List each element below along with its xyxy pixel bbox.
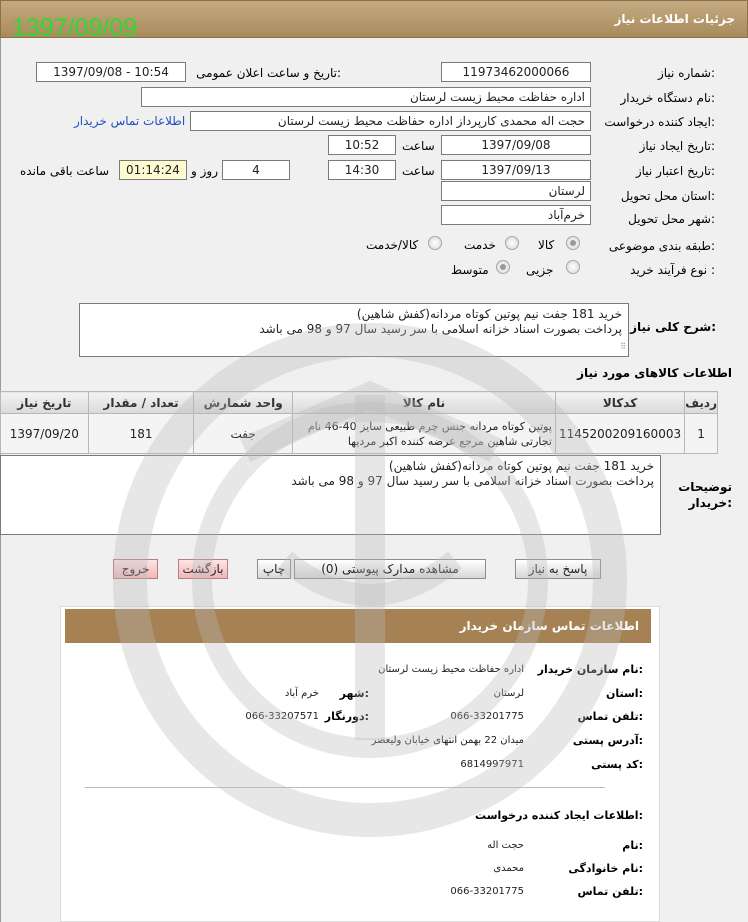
buyer-notes-text[interactable] (0, 455, 661, 535)
goods-section-title: اطلاعات کالاهای مورد نیاز (577, 366, 732, 380)
description-line-2: پرداخت بصورت اسناد خزانه اسلامی با سر رسید سال 97 و 98 می باشد (259, 322, 622, 336)
item-name-line-2: تجارتی شاهین مرجع عرضه کننده اکبر مردیها (347, 434, 552, 448)
announce-label: تاریخ و ساعت اعلان عمومی: (196, 66, 341, 80)
category-label: طبقه بندی موضوعی: (608, 239, 715, 253)
remaining-label: ساعت باقی مانده (20, 164, 110, 178)
category-option-goods: کالا (538, 238, 555, 252)
created-date-label: تاریخ ایجاد نیاز: (639, 139, 715, 153)
buyer-notes-label-2: خریدار: (688, 496, 732, 510)
exit-button[interactable]: خروج (113, 559, 158, 579)
contact-phone-label: تلفن تماس: (577, 710, 643, 723)
contact-province-value: لرستان (493, 688, 524, 699)
category-radio-service[interactable] (505, 236, 519, 250)
contact-fax-value: 066-33207571 (245, 711, 319, 722)
days-field[interactable]: 4 (222, 160, 290, 180)
creator-first-name-label: نام: (622, 839, 643, 852)
category-radio-both[interactable] (428, 236, 442, 250)
need-number-label: شماره نیاز: (657, 66, 715, 80)
category-option-service: خدمت (464, 238, 496, 252)
contact-card-title: اطلاعات تماس سازمان خریدار (459, 619, 639, 633)
purchase-option-minor: جزیی (526, 263, 554, 277)
created-time-field[interactable]: 10:52 (328, 135, 396, 155)
col-unit: واحد شمارش (194, 392, 292, 414)
city-field[interactable]: خرم‌آباد (441, 205, 591, 225)
cell-need-date: 1397/09/20 (1, 414, 89, 454)
attachments-button[interactable]: مشاهده مدارک پیوستی (0) (294, 559, 486, 579)
days-label: روز و (191, 164, 218, 178)
category-option-both: کالا/خدمت (366, 238, 419, 252)
description-label: شرح کلی نیاز: (630, 320, 716, 334)
print-button[interactable]: چاپ (257, 559, 291, 579)
cell-row: 1 (685, 414, 718, 454)
validity-label: تاریخ اعتبار نیاز: (635, 164, 715, 178)
announce-field[interactable]: 1397/09/08 - 10:54 (36, 62, 186, 82)
contact-address-value: میدان 22 بهمن انتهای خیابان ولیعصر (371, 735, 524, 746)
buyer-notes-label-1: توضیحات (678, 480, 732, 494)
contact-city-label: شهر: (339, 687, 369, 700)
buyer-contact-card (60, 606, 660, 922)
buyer-notes-line-2: پرداخت بصورت اسناد خزانه اسلامی با سر رسید سال 97 و 98 می باشد (291, 474, 654, 488)
creator-last-name-label: نام خانوادگی: (568, 862, 643, 875)
contact-address-label: آدرس پستی: (572, 734, 643, 747)
contact-org-value: اداره حفاظت محیط زیست لرستان (378, 664, 524, 675)
description-line-1: خرید 181 جفت نیم پوتین کوتاه مردانه(کفش شاهین) (356, 307, 622, 321)
creator-section-title: اطلاعات ایجاد کننده درخواست: (475, 809, 643, 822)
creator-first-name-value: حجت اله (487, 840, 524, 851)
need-number-field[interactable]: 11973462000066 (441, 62, 591, 82)
buyer-org-field[interactable]: اداره حفاظت محیط زیست لرستان (141, 87, 591, 107)
page-title: جزئيات اطلاعات نياز (614, 12, 735, 26)
creator-last-name-value: محمدی (493, 863, 524, 874)
validity-time-label: ساعت (402, 164, 435, 178)
validity-date-field[interactable]: 1397/09/13 (441, 160, 591, 180)
goods-table-header (1, 392, 718, 414)
contact-card-header (65, 609, 651, 643)
col-qty: تعداد / مقدار (88, 392, 194, 414)
cell-unit: جفت (194, 414, 292, 454)
contact-province-label: استان: (605, 687, 643, 700)
contact-org-label: نام سازمان خریدار: (537, 663, 643, 676)
purchase-radio-medium[interactable] (496, 260, 510, 274)
buyer-contact-link[interactable]: اطلاعات تماس خریدار (74, 114, 186, 128)
cell-qty: 181 (88, 414, 194, 454)
description-text[interactable] (79, 303, 629, 357)
contact-city-value: خرم آباد (284, 688, 319, 699)
col-item-name: نام کالا (292, 392, 555, 414)
col-row: ردیف (685, 392, 718, 414)
province-field[interactable]: لرستان (441, 181, 591, 201)
remaining-time-field[interactable]: 01:14:24 (119, 160, 187, 180)
contact-postal-label: کد پستی: (591, 758, 643, 771)
resize-handle-icon[interactable]: ⠿ (620, 342, 626, 351)
purchase-option-medium: متوسط (451, 263, 489, 277)
reply-button[interactable]: پاسخ به نیاز (515, 559, 601, 579)
contact-phone-value: 066-33201775 (450, 711, 524, 722)
contact-divider (85, 787, 605, 788)
contact-postal-value: 6814997971 (460, 759, 524, 770)
province-label: استان محل تحویل: (620, 189, 715, 203)
created-date-field[interactable]: 1397/09/08 (441, 135, 591, 155)
cell-item-name (292, 414, 555, 454)
purchase-radio-minor[interactable] (566, 260, 580, 274)
col-need-date: تاریخ نیاز (1, 392, 89, 414)
created-time-label: ساعت (402, 139, 435, 153)
category-radio-goods[interactable] (566, 236, 580, 250)
item-name-line-1: پوتین کوتاه مردانه جنس چرم طبیعی سایز 40-46 نام (307, 419, 552, 433)
validity-time-field[interactable]: 14:30 (328, 160, 396, 180)
table-row[interactable] (1, 414, 718, 454)
buyer-org-label: نام دستگاه خریدار: (620, 91, 715, 105)
creator-label: ایجاد کننده درخواست: (604, 115, 715, 129)
city-label: شهر محل تحویل: (628, 212, 715, 226)
back-button[interactable]: بازگشت (178, 559, 228, 579)
creator-phone-value: 066-33201775 (450, 886, 524, 897)
col-item-code: کدکالا (555, 392, 684, 414)
contact-fax-label: دورنگار: (324, 710, 369, 723)
watermark-date: 1397/09/09 (12, 14, 138, 42)
goods-table (0, 391, 718, 454)
creator-phone-label: تلفن تماس: (577, 885, 643, 898)
purchase-type-label: نوع فرآیند خرید : (630, 263, 715, 277)
cell-item-code: 1145200209160003 (555, 414, 684, 454)
buyer-notes-line-1: خرید 181 جفت نیم پوتین کوتاه مردانه(کفش شاهین) (388, 459, 654, 473)
creator-field[interactable]: حجت اله محمدی کارپرداز اداره حفاظت محیط زیست لرستان (190, 111, 591, 131)
